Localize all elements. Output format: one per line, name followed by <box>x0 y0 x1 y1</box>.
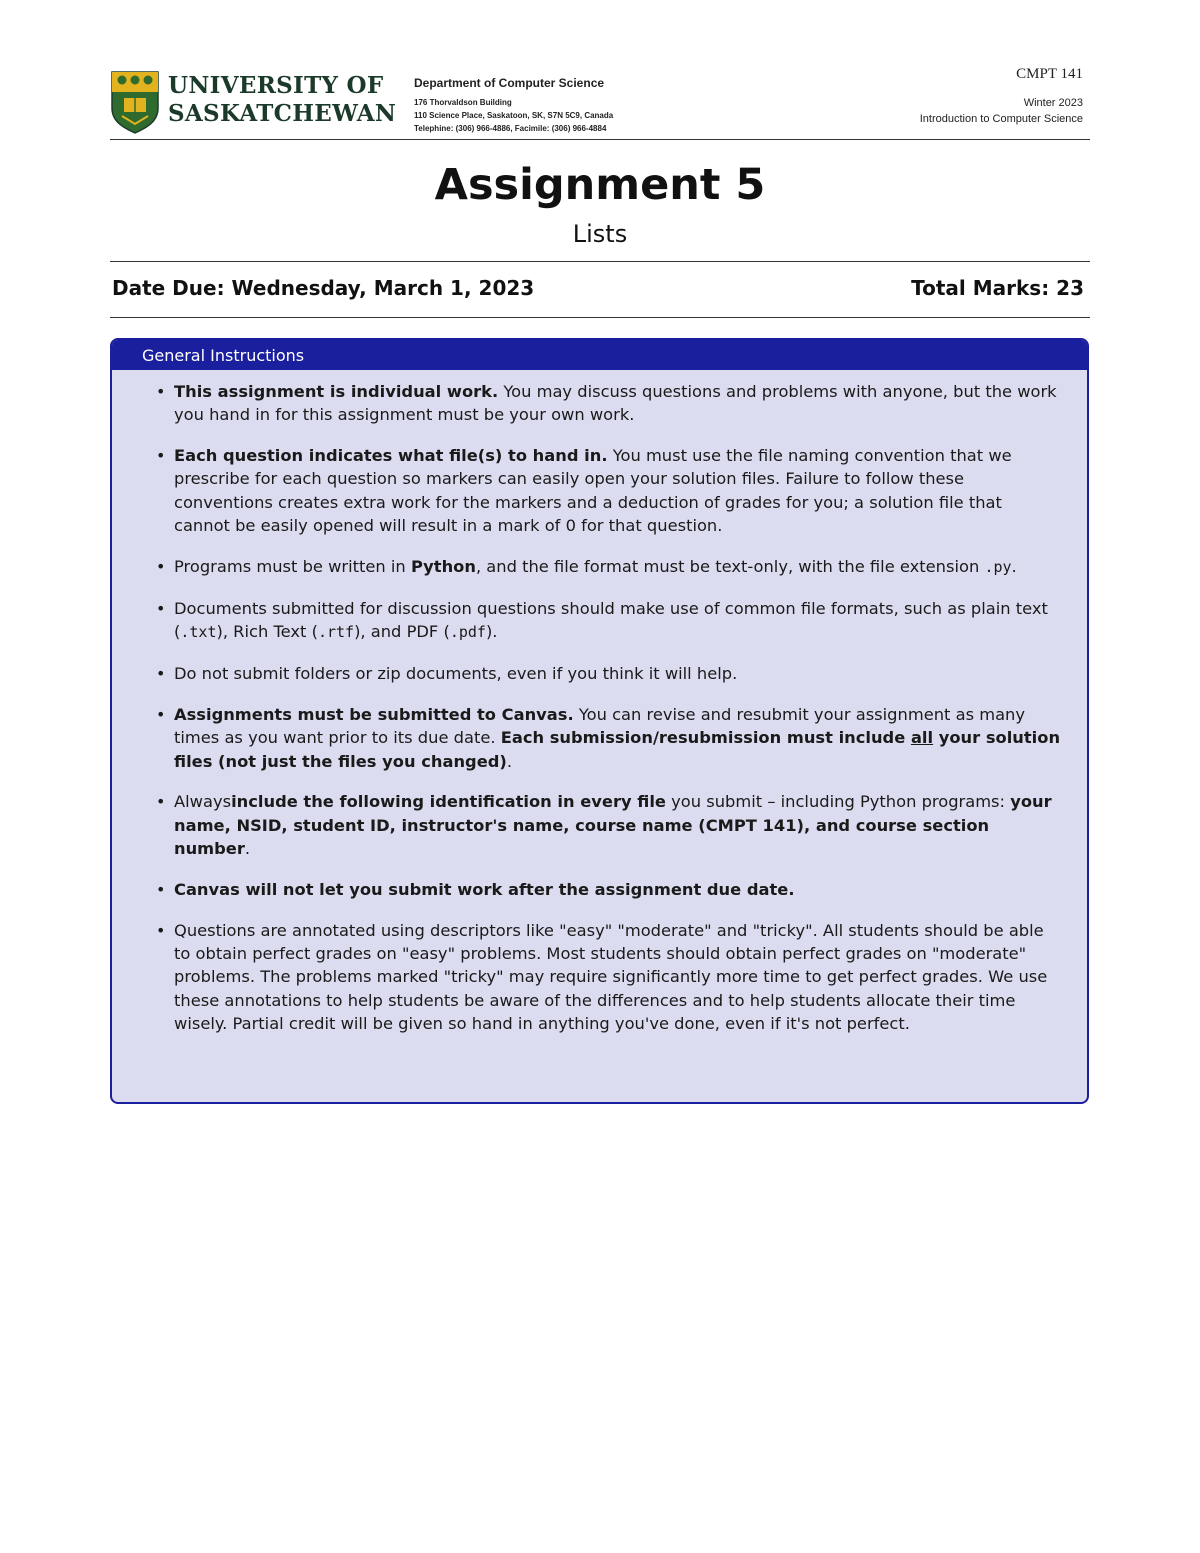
item-text: ). <box>485 622 498 642</box>
page-title: Assignment 5 <box>434 160 766 210</box>
item-text: You must use the file naming convention that we prescribe for each question so markers can easily open your solution files. Failure to follow these conventions creates extra work for the markers and a deduction of grades for you; a solution file that cannot be easily opened will result in a mark of 0 for that question. <box>174 446 1012 536</box>
item-underlined-text: all <box>910 728 934 748</box>
item-bold-text: include the following identification in every file <box>231 792 666 812</box>
bullet-icon: • <box>156 664 166 684</box>
general-instructions-heading: General Instructions <box>112 340 1087 370</box>
university-logo <box>110 70 397 134</box>
bullet-icon: • <box>156 704 166 724</box>
item-bold-text: Python <box>410 556 476 576</box>
item-text: you submit – including Python programs: <box>665 792 1011 812</box>
item-text: ), and PDF ( <box>354 622 450 642</box>
total-marks: Total Marks: 23 <box>911 276 1084 300</box>
item-text: You may discuss questions and problems with anyone, but the work you hand in for this assignment must be your own work. <box>174 382 1057 425</box>
list-item <box>156 662 1062 685</box>
title-divider <box>110 261 1090 262</box>
department-address-1: 176 Thorvaldson Building <box>414 98 512 107</box>
bullet-icon: • <box>156 446 166 466</box>
university-shield-icon <box>110 70 160 134</box>
bullet-icon: • <box>156 792 166 812</box>
item-text: Always <box>174 792 232 812</box>
bullet-icon: • <box>156 382 166 401</box>
item-text: , and the file format must be text-only, with the file extension <box>475 556 985 576</box>
item-text: . <box>244 839 251 859</box>
item-bold-text: Each submission/resubmission must include <box>500 728 911 748</box>
list-item <box>156 703 1062 773</box>
course-name: Introduction to Computer Science <box>919 113 1083 125</box>
course-term: Winter 2023 <box>1023 97 1083 109</box>
department-address-2: 110 Science Place, Saskatoon, SK, S7N 5C9, Canada <box>414 111 614 120</box>
university-name <box>168 72 396 128</box>
list-item <box>156 444 1062 537</box>
list-item <box>156 555 1062 579</box>
item-text: ), Rich Text ( <box>216 622 318 642</box>
due-date: Date Due: Wednesday, March 1, 2023 <box>112 276 535 300</box>
due-divider <box>110 317 1090 318</box>
file-extension-code: .pdf <box>449 623 486 642</box>
item-text: Documents submitted for discussion questions should make use of common file formats, such as plain text ( <box>174 598 1048 642</box>
bullet-icon: • <box>156 879 166 899</box>
item-bold-text: This assignment is individual work. <box>174 382 499 401</box>
department-phone: Telephine: (306) 966-4886, Facimile: (306) 966-4884 <box>414 124 607 133</box>
course-block <box>920 66 1083 127</box>
item-text: . <box>1011 556 1017 576</box>
file-extension-code: .rtf <box>317 623 355 642</box>
general-instructions-box <box>110 338 1089 1104</box>
item-bold-text: Assignments must be submitted to Canvas. <box>174 704 574 724</box>
page-subtitle: Lists <box>572 220 628 248</box>
file-extension-code: .txt <box>180 623 217 642</box>
bullet-icon: • <box>156 556 166 576</box>
item-bold-text: your name, NSID, student ID, instructor's name, course name (CMPT 141), and course section number <box>174 792 1052 859</box>
list-item <box>156 790 1062 860</box>
instructions-list <box>156 380 1062 1053</box>
department-name: Department of Computer Science <box>414 76 605 90</box>
item-text: . <box>506 751 513 771</box>
university-name-line1: UNIVERSITY OF <box>168 72 384 99</box>
department-block <box>414 76 613 135</box>
item-bold-text: your solution files (not just the files you changed) <box>174 728 1061 771</box>
item-text: Do not submit folders or zip documents, even if you think it will help. <box>174 664 738 684</box>
item-text: You can revise and resubmit your assignment as many times as you want prior to its due date. <box>174 704 1026 748</box>
list-item <box>156 878 1062 901</box>
file-extension-code: .py <box>984 557 1012 576</box>
bullet-icon: • <box>156 598 166 618</box>
header-divider <box>110 139 1090 140</box>
university-name-line2: SASKATCHEWAN <box>168 100 397 127</box>
course-code: CMPT 141 <box>1016 66 1083 82</box>
item-text: Programs must be written in <box>174 556 411 576</box>
list-item <box>156 919 1062 1035</box>
list-item <box>156 380 1062 427</box>
item-bold-text: Each question indicates what file(s) to hand in. <box>174 446 608 466</box>
item-bold-text: Canvas will not let you submit work after the assignment due date. <box>174 879 795 899</box>
item-text: Questions are annotated using descriptors like "easy" "moderate" and "tricky". All students should be able to obtain perfect grades on "easy" problems. Most students should obtain perfect grades on "moderate" problems. The problems marked "tricky" may require significantly more time to get perfect grades. We use these annotations to help students be aware of the differences and to help students allocate their time wisely. Partial credit will be given so hand in anything you've done, even if it's not perfect. <box>174 920 1048 1033</box>
list-item <box>156 597 1062 645</box>
bullet-icon: • <box>156 920 166 940</box>
